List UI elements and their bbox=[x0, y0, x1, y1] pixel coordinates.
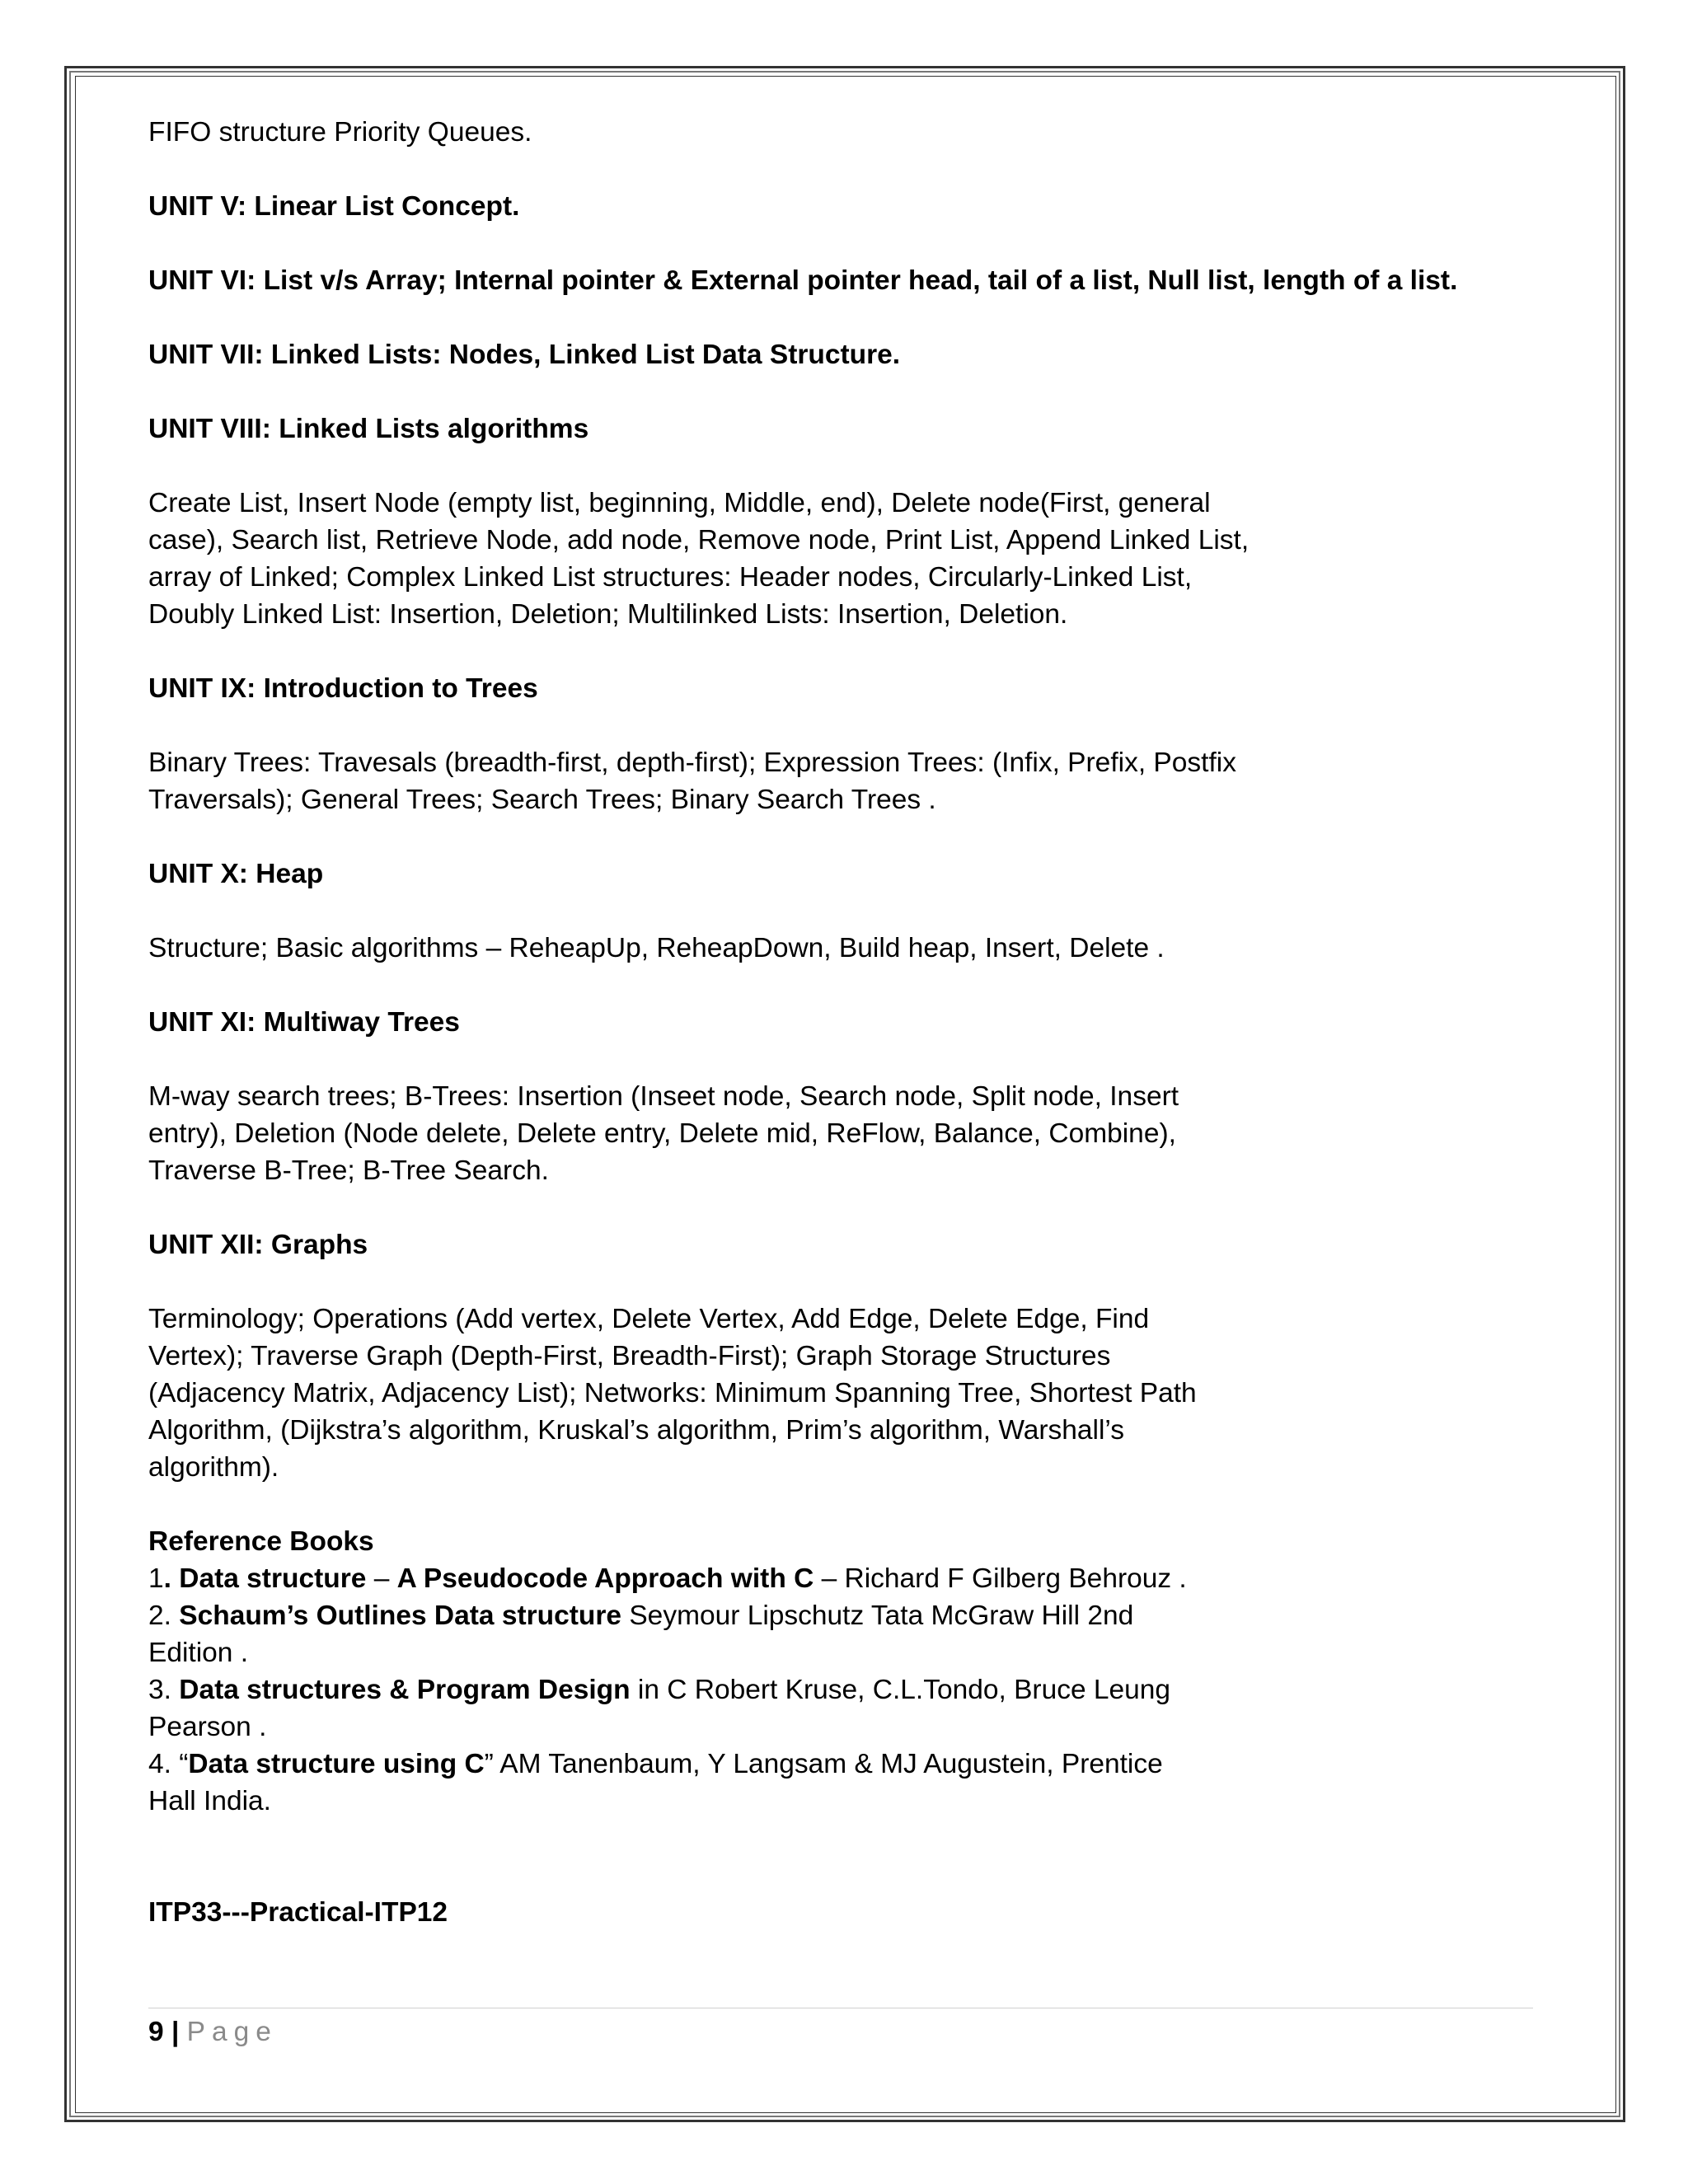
unit-9-heading: UNIT IX: Introduction to Trees bbox=[148, 673, 538, 704]
unit-8-line: Doubly Linked List: Insertion, Deletion; Multilinked Lists: Insertion, Deletion. bbox=[148, 599, 1068, 630]
unit-11-line: Traverse B-Tree; B-Tree Search. bbox=[148, 1155, 549, 1186]
page-separator: | bbox=[163, 2017, 187, 2047]
reference-number: 1 bbox=[148, 1563, 164, 1594]
reference-dash: – bbox=[366, 1563, 397, 1594]
reference-title: Schaum’s Outlines Data structure bbox=[179, 1601, 622, 1631]
unit-9-line: Binary Trees: Travesals (breadth-first, depth-first); Expression Trees: (Infix, Prefix, Postfix bbox=[148, 748, 1236, 778]
reference-item-4 bbox=[148, 1746, 1550, 1783]
unit-12-line: (Adjacency Matrix, Adjacency List); Networks: Minimum Spanning Tree, Shortest Path bbox=[148, 1378, 1197, 1408]
reference-books-heading: Reference Books bbox=[148, 1526, 374, 1557]
unit-12-line: algorithm). bbox=[148, 1452, 279, 1483]
unit-11-line: entry), Deletion (Node delete, Delete entry, Delete mid, ReFlow, Balance, Combine), bbox=[148, 1118, 1176, 1149]
reference-authors: in C Robert Kruse, C.L.Tondo, Bruce Leung bbox=[630, 1675, 1171, 1705]
reference-item-3-cont: Pearson . bbox=[148, 1712, 267, 1742]
reference-item-2-cont: Edition . bbox=[148, 1638, 249, 1668]
unit-9-body bbox=[148, 744, 1550, 818]
reference-item-4-cont: Hall India. bbox=[148, 1786, 271, 1816]
unit-12-line: Terminology; Operations (Add vertex, Delete Vertex, Add Edge, Delete Edge, Find bbox=[148, 1304, 1150, 1334]
document-body bbox=[148, 114, 1550, 1968]
unit-12-body bbox=[148, 1301, 1550, 1486]
unit-10-heading: UNIT X: Heap bbox=[148, 859, 324, 889]
reference-title: Data structures & Program Design bbox=[179, 1675, 631, 1705]
reference-number: 2. bbox=[148, 1601, 180, 1631]
practical-heading: ITP33---Practical-ITP12 bbox=[148, 1897, 448, 1928]
reference-subtitle: A Pseudocode Approach with C bbox=[396, 1563, 814, 1594]
unit-8-line: Create List, Insert Node (empty list, beginning, Middle, end), Delete node(First, general bbox=[148, 488, 1211, 518]
reference-number: 4. “ bbox=[148, 1749, 189, 1779]
unit-12-line: Vertex); Traverse Graph (Depth-First, Breadth-First); Graph Storage Structures bbox=[148, 1341, 1111, 1371]
unit-11-body bbox=[148, 1078, 1550, 1189]
unit-10-body: Structure; Basic algorithms – ReheapUp, ReheapDown, Build heap, Insert, Delete . bbox=[148, 933, 1165, 963]
unit-12-heading: UNIT XII: Graphs bbox=[148, 1230, 368, 1260]
unit-12-line: Algorithm, (Dijkstra’s algorithm, Kruskal’s algorithm, Prim’s algorithm, Warshall’s bbox=[148, 1415, 1124, 1446]
reference-authors: Seymour Lipschutz Tata McGraw Hill 2nd bbox=[621, 1601, 1134, 1631]
unit-5-heading: UNIT V: Linear List Concept. bbox=[148, 191, 520, 222]
reference-authors: – Richard F Gilberg Behrouz . bbox=[814, 1563, 1187, 1594]
unit-7-heading: UNIT VII: Linked Lists: Nodes, Linked List Data Structure. bbox=[148, 340, 901, 370]
unit-8-heading: UNIT VIII: Linked Lists algorithms bbox=[148, 414, 589, 444]
reference-books-section bbox=[148, 1523, 1550, 1820]
unit-9-line: Traversals); General Trees; Search Trees; Binary Search Trees . bbox=[148, 785, 936, 815]
unit-8-line: array of Linked; Complex Linked List structures: Header nodes, Circularly-Linked List, bbox=[148, 562, 1193, 593]
unit-8-line: case), Search list, Retrieve Node, add node, Remove node, Print List, Append Linked List, bbox=[148, 525, 1250, 555]
unit-6-heading: UNIT VI: List v/s Array; Internal pointer & External pointer head, tail of a list, Null list, length of a list. bbox=[148, 265, 1458, 296]
reference-item-1 bbox=[148, 1560, 1550, 1597]
unit-8-body bbox=[148, 485, 1550, 633]
reference-item-2 bbox=[148, 1597, 1550, 1634]
unit-11-line: M-way search trees; B-Trees: Insertion (Inseet node, Search node, Split node, Insert bbox=[148, 1081, 1179, 1112]
reference-title: . Data structure bbox=[163, 1563, 367, 1594]
page-footer bbox=[148, 2013, 278, 2050]
reference-item-3 bbox=[148, 1671, 1550, 1708]
reference-authors: ” AM Tanenbaum, Y Langsam & MJ Augustein, Prentice bbox=[484, 1749, 1163, 1779]
intro-line: FIFO structure Priority Queues. bbox=[148, 117, 532, 148]
unit-11-heading: UNIT XI: Multiway Trees bbox=[148, 1007, 460, 1038]
page-label: Page bbox=[186, 2017, 278, 2047]
reference-title: Data structure using C bbox=[188, 1749, 485, 1779]
reference-number: 3. bbox=[148, 1675, 180, 1705]
page-number: 9 bbox=[148, 2017, 164, 2047]
